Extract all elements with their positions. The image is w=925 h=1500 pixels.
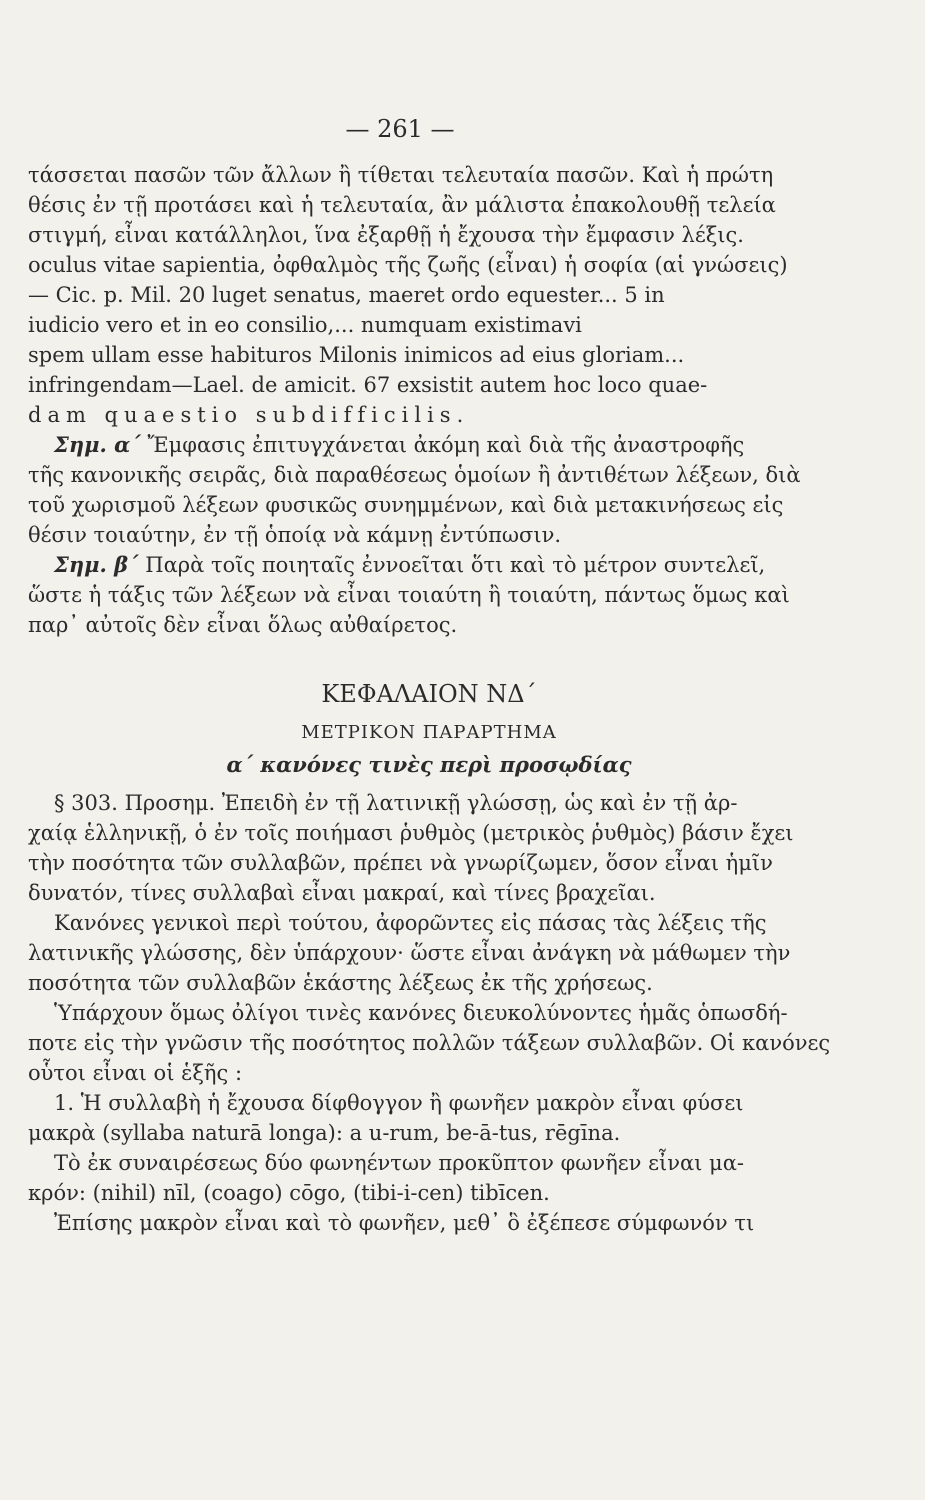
text-line: infringendam—Lael. de amicit. 67 exsistit autem hoc loco quae- — [28, 373, 708, 397]
page-body — [28, 160, 830, 1238]
text-line: 1. Ἡ συλλαβὴ ἡ ἔχουσα δίφθογγον ἢ φωνῆεν μακρὸν εἶναι φύσει — [54, 1091, 744, 1115]
text-line: μακρὰ (syllaba naturā longa): a u-rum, be-ā-tus, rēgīna. — [28, 1121, 621, 1145]
text-line: § 303. Προσημ. Ἐπειδὴ ἐν τῇ λατινικῇ γλώσσῃ, ὡς καὶ ἐν τῇ ἀρ- — [54, 791, 738, 815]
text-line: ὥστε ἡ τάξις τῶν λέξεων νὰ εἶναι τοιαύτη ἢ τοιαύτη, πάντως ὅμως καὶ — [28, 583, 790, 607]
note-b — [28, 550, 830, 640]
text-line: ποσότητα τῶν συλλαβῶν ἑκάστης λέξεως ἐκ τῆς χρήσεως. — [28, 971, 653, 995]
rule-contraction — [28, 1148, 830, 1208]
text-line: παρ᾽ αὐτοῖς δὲν εἶναι ὅλως αὐθαίρετος. — [28, 613, 458, 637]
text-line: τῆς κανονικῆς σειρᾶς, διὰ παραθέσεως ὁμοίων ἢ ἀντιθέτων λέξεων, διὰ — [28, 463, 801, 487]
text-line: οὗτοι εἶναι οἱ ἑξῆς : — [28, 1061, 243, 1085]
note-a-label: Σημ. α΄ — [54, 432, 141, 457]
paragraph-few-rules — [28, 998, 830, 1088]
rule-last — [28, 1208, 830, 1238]
latin-examples — [28, 250, 830, 430]
text-line: — Cic. p. Mil. 20 luget senatus, maeret ordo equester... 5 in — [28, 283, 665, 307]
note-a — [28, 430, 830, 550]
chapter-subtitle: ΜΕΤΡΙΚΟΝ ΠΑΡΑΡΤΗΜΑ — [301, 722, 557, 743]
text-line: Τὸ ἐκ συναιρέσεως δύο φωνηέντων προκῦπτον φωνῆεν εἶναι μα- — [54, 1151, 744, 1175]
text-line: τοῦ χωρισμοῦ λέξεων φυσικῶς συνημμένων, καὶ διὰ μετακινήσεως εἰς — [28, 493, 784, 517]
text-line: χαίᾳ ἑλληνικῇ, ὁ ἐν τοῖς ποιήμασι ῥυθμὸς (μετρικὸς ῥυθμὸς) βάσιν ἔχει — [28, 821, 794, 845]
text-line — [28, 430, 830, 460]
text-line: τάσσεται πασῶν τῶν ἄλλων ἢ τίθεται τελευταία πασῶν. Καὶ ἡ πρώτη — [28, 163, 774, 187]
text-line — [28, 550, 830, 580]
note-a-text: Ἔμφασις ἐπιτυγχάνεται ἀκόμη καὶ διὰ τῆς ἀναστροφῆς — [147, 433, 745, 457]
text-line: Κανόνες γενικοὶ περὶ τούτου, ἀφορῶντες εἰς πάσας τὰς λέξεις τῆς — [54, 911, 767, 935]
text-line: iudicio vero et in eo consilio,... numquam existimavi — [28, 313, 582, 337]
text-line: τὴν ποσότητα τῶν συλλαβῶν, πρέπει νὰ γνωρίζωμεν, ὅσον εἶναι ἡμῖν — [28, 851, 773, 875]
text-line: spem ullam esse habituros Milonis inimicos ad eius gloriam... — [28, 343, 685, 367]
rule-1 — [28, 1088, 830, 1148]
note-b-label: Σημ. β΄ — [54, 552, 139, 577]
text-line: θέσις ἐν τῇ προτάσει καὶ ἡ τελευταία, ἂν μάλιστα ἐπακολουθῇ τελεία — [28, 193, 776, 217]
page-number: — 261 — — [345, 115, 455, 143]
text-line: Ἐπίσης μακρὸν εἶναι καὶ τὸ φωνῆεν, μεθ᾽ ὃ ἐξέπεσε σύμφωνόν τι — [54, 1211, 755, 1235]
text-line: στιγμή, εἶναι κατάλληλοι, ἵνα ἐξαρθῇ ἡ ἔχουσα τὴν ἔμφασιν λέξις. — [28, 223, 744, 247]
text-line: δυνατόν, τίνες συλλαβαὶ εἶναι μακραί, καὶ τίνες βραχεῖαι. — [28, 881, 656, 905]
note-b-text: Παρὰ τοῖς ποιηταῖς ἐννοεῖται ὅτι καὶ τὸ μέτρον συντελεῖ, — [145, 553, 766, 577]
text-line: κρόν: (nihil) nīl, (coago) cōgo, (tibi-i-cen) tibīcen. — [28, 1181, 550, 1205]
paragraph-general-rules — [28, 908, 830, 998]
paragraph-303 — [28, 788, 830, 908]
chapter-title: ΚΕΦΑΛΑΙΟΝ ΝΔ΄ — [321, 680, 537, 708]
text-line: λατινικῆς γλώσσης, δὲν ὑπάρχουν· ὥστε εἶναι ἀνάγκη νὰ μάθωμεν τὴν — [28, 941, 791, 965]
text-line: dam quaestio subdifficilis. — [28, 403, 470, 427]
paragraph-emphasis — [28, 160, 830, 250]
text-line: ποτε εἰς τὴν γνῶσιν τῆς ποσότητος πολλῶν τάξεων συλλαβῶν. Οἱ κανόνες — [28, 1031, 830, 1055]
text-line: Ὑπάρχουν ὅμως ὀλίγοι τινὲς κανόνες διευκολύνοντες ἡμᾶς ὁπωσδή- — [54, 1001, 788, 1025]
text-line: θέσιν τοιαύτην, ἐν τῇ ὁποίᾳ νὰ κάμνῃ ἐντύπωσιν. — [28, 523, 562, 547]
text-line: oculus vitae sapientia, ὀφθαλμὸς τῆς ζωῆς (εἶναι) ἡ σοφία (αἱ γνώσεις) — [28, 253, 788, 277]
section-heading: α΄ κανόνες τινὲς περὶ προσῳδίας — [226, 752, 632, 777]
